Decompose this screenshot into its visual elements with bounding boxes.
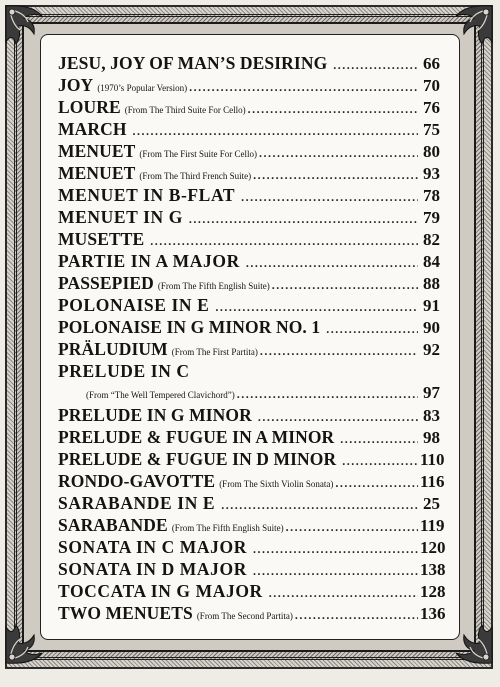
entry-title: RONDO-GAVOTTE (58, 471, 216, 491)
toc-entry[interactable] (58, 602, 446, 624)
toc-entry[interactable] (58, 470, 445, 492)
entry-page: 136 (420, 604, 446, 623)
toc-entry[interactable] (58, 228, 440, 250)
toc-entry[interactable] (58, 184, 440, 206)
entry-page: 78 (423, 186, 440, 205)
dot-leader (333, 54, 418, 76)
toc-entry[interactable] (58, 360, 440, 382)
entry-title: SONATA IN D MAJOR (58, 559, 247, 579)
entry-page: 92 (423, 340, 440, 359)
dot-leader (295, 604, 418, 626)
dot-leader (253, 164, 418, 186)
entry-title: PRELUDE IN G MINOR (58, 405, 252, 425)
entry-subtitle: (From The First Suite For Cello) (139, 149, 258, 159)
dot-leader (246, 252, 418, 274)
toc-entry[interactable] (58, 492, 440, 514)
entry-title: MUSETTE (58, 229, 145, 249)
entry-page: 91 (423, 296, 440, 315)
entry-page: 93 (423, 164, 440, 183)
entry-page: 84 (423, 252, 440, 271)
dot-leader (150, 230, 418, 252)
entry-title: JOY (58, 75, 94, 95)
dot-leader (340, 428, 418, 450)
entry-title: TOCCATA IN G MAJOR (58, 581, 263, 601)
toc-entry[interactable] (58, 118, 440, 140)
entry-title: TWO MENUETS (58, 603, 193, 623)
toc-entry[interactable] (58, 536, 446, 558)
entry-subtitle: (From The Third French Suite) (139, 171, 252, 181)
toc-entry[interactable] (58, 52, 440, 74)
dot-leader (189, 76, 418, 98)
dot-leader (221, 494, 418, 516)
entry-page: 75 (423, 120, 440, 139)
toc-entry[interactable] (58, 272, 440, 294)
entry-page: 119 (420, 516, 445, 535)
toc-entry[interactable] (58, 558, 446, 580)
entry-subtitle: (From The First Partita) (171, 347, 258, 357)
dot-leader (248, 98, 418, 120)
entry-title: LOURE (58, 97, 121, 117)
entry-page: 90 (423, 318, 440, 337)
entry-subtitle: (From The Sixth Violin Sonata) (219, 479, 334, 489)
toc-entry[interactable] (58, 514, 445, 536)
entry-page: 138 (420, 560, 446, 579)
entry-page: 79 (423, 208, 440, 227)
toc-entry[interactable] (58, 162, 440, 184)
toc-entry[interactable] (58, 426, 440, 448)
entry-page: 116 (420, 472, 445, 491)
toc-entry[interactable] (58, 448, 445, 470)
toc-entry[interactable] (58, 74, 440, 96)
entry-title: PRÄLUDIUM (58, 339, 168, 359)
entry-title: MENUET IN G (58, 207, 183, 227)
toc-entry[interactable] (58, 316, 440, 338)
dot-leader (258, 406, 418, 428)
dot-leader (133, 120, 418, 142)
toc-entry[interactable] (58, 404, 440, 426)
toc-entry[interactable] (58, 250, 440, 272)
dot-leader (241, 186, 418, 208)
entry-title: MENUET (58, 141, 136, 161)
entry-page: 120 (420, 538, 446, 557)
entry-subtitle: (From The Fifth English Suite) (157, 281, 270, 291)
entry-title: POLONAISE IN G MINOR NO. 1 (58, 317, 321, 337)
entry-title: SARABANDE (58, 515, 168, 535)
entry-title: PRELUDE & FUGUE IN D MINOR (58, 449, 337, 469)
toc-entry[interactable] (58, 140, 440, 162)
dot-leader (189, 208, 418, 230)
entry-page: 83 (423, 406, 440, 425)
entry-subtitle: (From The Fifth English Suite) (171, 523, 284, 533)
entry-page: 128 (420, 582, 446, 601)
entry-title: PARTIE IN A MAJOR (58, 251, 240, 271)
entry-page: 88 (423, 274, 440, 293)
entry-title: SONATA IN C MAJOR (58, 537, 247, 557)
entry-title: MARCH (58, 119, 127, 139)
entry-page: 110 (420, 450, 445, 469)
entry-title: POLONAISE IN E (58, 295, 210, 315)
toc-entry[interactable] (58, 338, 440, 360)
table-of-contents (58, 52, 446, 624)
entry-title: PRELUDE & FUGUE IN A MINOR (58, 427, 335, 447)
dot-leader (237, 383, 418, 405)
dot-leader (335, 472, 418, 494)
dot-leader (260, 340, 418, 362)
entry-page: 76 (423, 98, 440, 117)
entry-subtitle: (From The Second Partita) (196, 611, 293, 621)
entry-subtitle: (1970’s Popular Version) (97, 83, 188, 93)
dot-leader (272, 274, 418, 296)
toc-entry[interactable] (58, 294, 440, 316)
entry-title: JESU, JOY OF MAN’S DESIRING (58, 53, 328, 73)
dot-leader (269, 582, 418, 604)
toc-entry[interactable] (58, 96, 440, 118)
dot-leader (253, 538, 418, 560)
entry-subtitle: (From The Third Suite For Cello) (124, 105, 246, 115)
entry-title: PASSEPIED (58, 273, 154, 293)
entry-title: MENUET (58, 163, 136, 183)
dot-leader (259, 142, 418, 164)
dot-leader (342, 450, 418, 472)
toc-entry[interactable] (58, 206, 440, 228)
entry-page: 82 (423, 230, 440, 249)
entry-page: 25 (423, 494, 440, 513)
dot-leader (326, 318, 418, 340)
entry-page: 70 (423, 76, 440, 95)
entry-title: MENUET IN B-FLAT (58, 185, 236, 205)
dot-leader (253, 560, 418, 582)
entry-title: PRELUDE IN C (58, 361, 190, 381)
entry-page: 80 (423, 142, 440, 161)
toc-entry-continuation[interactable] (58, 382, 440, 404)
entry-page: 98 (423, 428, 440, 447)
entry-subtitle: (From “The Well Tempered Clavichord”) (86, 390, 235, 400)
toc-entry[interactable] (58, 580, 446, 602)
entry-page: 66 (423, 54, 440, 73)
dot-leader (286, 516, 418, 538)
dot-leader (215, 296, 418, 318)
entry-page: 97 (423, 383, 440, 402)
entry-title: SARABANDE IN E (58, 493, 216, 513)
